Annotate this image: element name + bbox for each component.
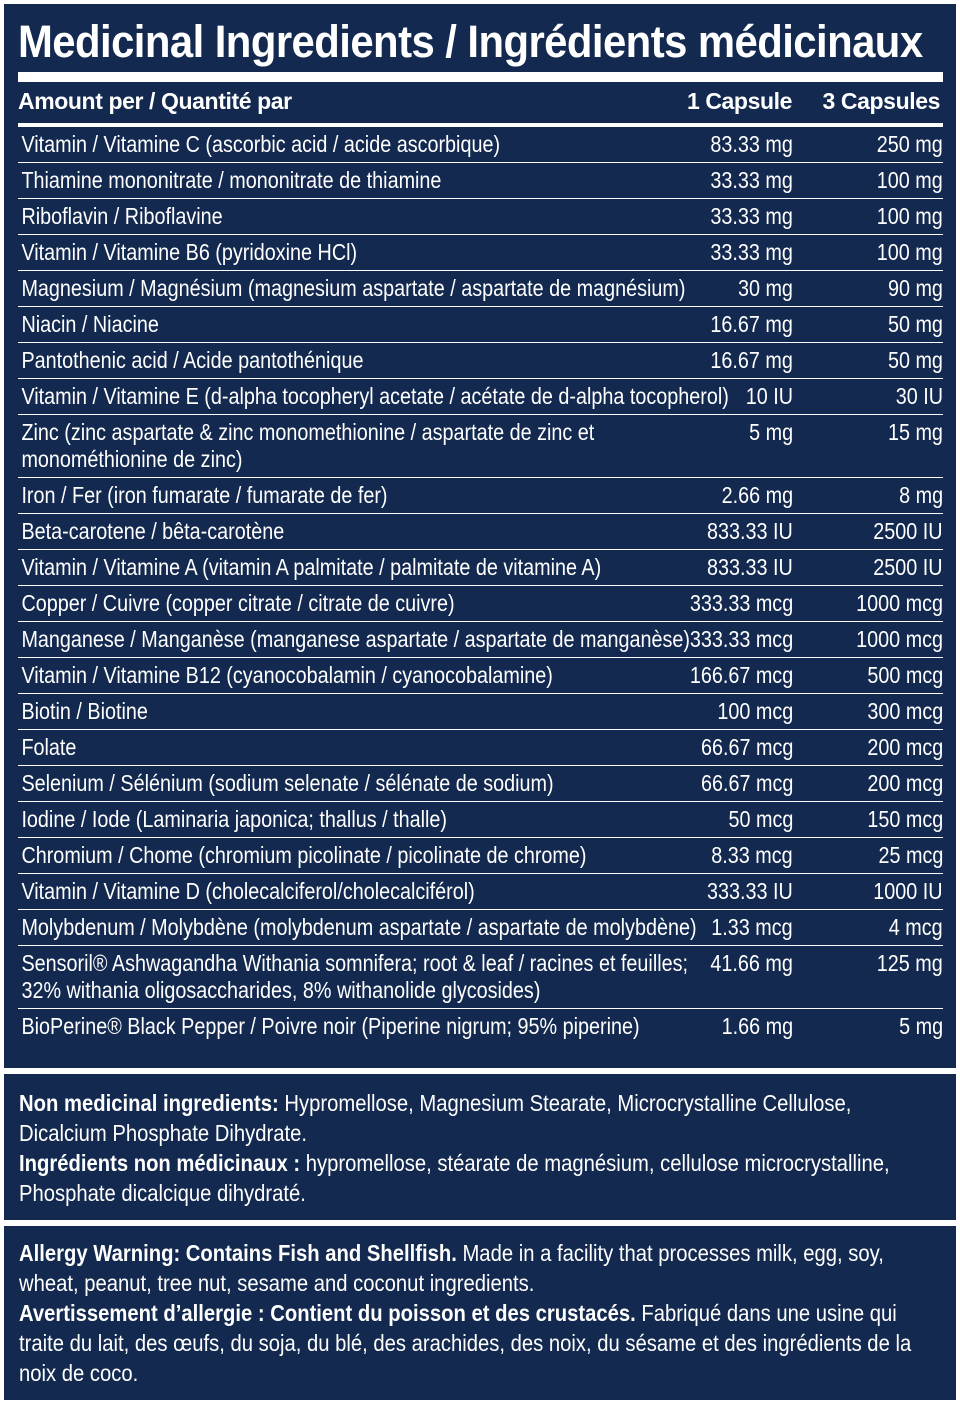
table-row	[18, 199, 943, 235]
table-row	[18, 766, 943, 802]
amount-1-capsule: 5 mg	[749, 419, 793, 445]
table-row	[18, 694, 943, 730]
amount-3-capsules: 100 mg	[877, 203, 943, 229]
amount-1-capsule: 2.66 mg	[721, 482, 793, 508]
amount-1-capsule: 833.33 IU	[707, 518, 793, 544]
table-row	[18, 838, 943, 874]
allergy-panel	[4, 1226, 956, 1400]
table-row	[18, 514, 943, 550]
amount-3-capsules: 150 mcg	[867, 806, 943, 832]
amount-1-capsule: 16.67 mg	[710, 347, 793, 373]
table-row	[18, 802, 943, 838]
amount-1-capsule: 166.67 mcg	[689, 662, 793, 688]
amount-1-capsule: 333.33 IU	[707, 878, 793, 904]
amount-1-capsule: 333.33 mcg	[689, 590, 793, 616]
header-amount: Amount per / Quantité par	[18, 88, 292, 114]
amount-3-capsules: 200 mcg	[867, 770, 943, 796]
amount-1-capsule: 33.33 mg	[710, 203, 793, 229]
medicinal-ingredients-panel	[4, 4, 956, 1068]
table-row	[18, 730, 943, 766]
amount-3-capsules: 100 mg	[877, 239, 943, 265]
amount-1-capsule: 8.33 mcg	[711, 842, 793, 868]
table-row	[18, 307, 943, 343]
table-row	[18, 658, 943, 694]
ingredient-name: Sensoril® Ashwagandha Withania somnifera; root & leaf / racines et feuilles; 32% withania oligosaccharides, 8% withanolide glycosides)	[21, 950, 689, 1003]
amount-3-capsules: 1000 IU	[873, 878, 943, 904]
ingredient-name: Vitamin / Vitamine C (ascorbic acid / acide ascorbique)	[21, 131, 501, 157]
table-row	[18, 235, 943, 271]
amount-3-capsules: 25 mcg	[878, 842, 943, 868]
amount-1-capsule: 66.67 mcg	[700, 734, 793, 760]
allergy-fr-label: Avertissement d’allergie : Contient du poisson et des crustacés.	[19, 1300, 636, 1326]
ingredient-name: Beta-carotene / bêta-carotène	[21, 518, 285, 544]
amount-3-capsules: 5 mg	[899, 1013, 943, 1039]
ingredient-name: Vitamin / Vitamine E (d-alpha tocopheryl acetate / acétate de d-alpha tocopherol)	[21, 383, 729, 409]
table-row	[18, 550, 943, 586]
amount-1-capsule: 41.66 mg	[710, 950, 793, 976]
amount-3-capsules: 50 mg	[888, 347, 943, 373]
amount-3-capsules: 1000 mcg	[856, 626, 943, 652]
non-medicinal-en-text: Hypromellose, Magnesium Stearate, Microcrystalline Cellulose, Dicalcium Phosphate Dihydrate.	[19, 1090, 852, 1146]
table-row	[18, 1009, 943, 1044]
page-title: Medicinal Ingredients / Ingrédients médicinaux	[18, 16, 923, 67]
amount-1-capsule: 83.33 mg	[710, 131, 793, 157]
non-medicinal-panel	[4, 1074, 956, 1220]
table-row	[18, 946, 943, 1009]
amount-1-capsule: 30 mg	[738, 275, 793, 301]
amount-1-capsule: 333.33 mcg	[689, 626, 793, 652]
ingredient-name: Molybdenum / Molybdène (molybdenum aspartate / aspartate de molybdène)	[21, 914, 697, 940]
amount-1-capsule: 33.33 mg	[710, 239, 793, 265]
ingredient-name: Pantothenic acid / Acide pantothénique	[21, 347, 364, 373]
table-row	[18, 874, 943, 910]
table-row	[18, 379, 943, 415]
amount-3-capsules: 8 mg	[899, 482, 943, 508]
ingredient-name: Magnesium / Magnésium (magnesium aspartate / aspartate de magnésium)	[21, 275, 686, 301]
amount-3-capsules: 30 IU	[895, 383, 943, 409]
ingredient-name: Vitamin / Vitamine B12 (cyanocobalamin / cyanocobalamine)	[21, 662, 553, 688]
ingredient-name: Iodine / Iode (Laminaria japonica; thallus / thalle)	[21, 806, 447, 832]
ingredient-table	[18, 127, 943, 1044]
ingredient-name: BioPerine® Black Pepper / Poivre noir (Piperine nigrum; 95% piperine)	[21, 1013, 640, 1039]
amount-3-capsules: 1000 mcg	[856, 590, 943, 616]
amount-3-capsules: 250 mg	[877, 131, 943, 157]
ingredient-name: Chromium / Chome (chromium picolinate / picolinate de chrome)	[21, 842, 587, 868]
amount-3-capsules: 90 mg	[888, 275, 943, 301]
amount-1-capsule: 100 mcg	[717, 698, 793, 724]
table-row	[18, 343, 943, 379]
title-divider	[18, 72, 943, 82]
amount-1-capsule: 16.67 mg	[710, 311, 793, 337]
non-medicinal-fr-label: Ingrédients non médicinaux :	[19, 1150, 301, 1176]
amount-1-capsule: 1.33 mcg	[711, 914, 793, 940]
table-row	[18, 586, 943, 622]
allergy-text	[19, 1238, 912, 1388]
ingredient-name: Vitamin / Vitamine B6 (pyridoxine HCl)	[21, 239, 358, 265]
table-row	[18, 415, 943, 478]
table-row	[18, 910, 943, 946]
ingredient-name: Folate	[21, 734, 77, 760]
header-col1: 1 Capsule	[686, 88, 792, 114]
allergy-fr-text: Fabriqué dans une usine qui traite du lait, des œufs, du soja, du blé, des arachides, des noix, du sésame et des ingrédients de la noix de coco.	[19, 1300, 912, 1386]
allergy-en-text: Made in a facility that processes milk, egg, soy, wheat, peanut, tree nut, sesame and coconut ingredients.	[19, 1240, 884, 1296]
ingredient-name: Manganese / Manganèse (manganese aspartate / aspartate de manganèse)	[21, 626, 691, 652]
amount-3-capsules: 500 mcg	[867, 662, 943, 688]
ingredient-name: Riboflavin / Riboflavine	[21, 203, 223, 229]
amount-1-capsule: 50 mcg	[728, 806, 793, 832]
amount-1-capsule: 33.33 mg	[710, 167, 793, 193]
ingredient-name: Niacin / Niacine	[21, 311, 159, 337]
amount-1-capsule: 10 IU	[745, 383, 793, 409]
amount-3-capsules: 125 mg	[877, 950, 943, 976]
allergy-en-label: Allergy Warning: Contains Fish and Shellfish.	[19, 1240, 457, 1266]
ingredient-name: Vitamin / Vitamine A (vitamin A palmitate / palmitate de vitamine A)	[21, 554, 602, 580]
ingredient-name: Vitamin / Vitamine D (cholecalciferol/cholecalciférol)	[21, 878, 475, 904]
ingredient-name: Zinc (zinc aspartate & zinc monomethionine / aspartate de zinc et monométhionine de zinc)	[21, 419, 595, 472]
amount-3-capsules: 15 mg	[888, 419, 943, 445]
non-medicinal-en-label: Non medicinal ingredients:	[19, 1090, 279, 1116]
amount-3-capsules: 2500 IU	[873, 518, 943, 544]
table-header	[18, 86, 940, 120]
amount-3-capsules: 2500 IU	[873, 554, 943, 580]
table-row	[18, 271, 943, 307]
amount-3-capsules: 4 mcg	[889, 914, 943, 940]
non-medicinal-fr-text: hypromellose, stéarate de magnésium, cellulose microcrystalline, Phosphate dicalcique dihydraté.	[19, 1150, 890, 1206]
amount-1-capsule: 833.33 IU	[707, 554, 793, 580]
ingredient-name: Iron / Fer (iron fumarate / fumarate de fer)	[21, 482, 388, 508]
ingredient-name: Selenium / Sélénium (sodium selenate / sélénate de sodium)	[21, 770, 554, 796]
table-row	[18, 622, 943, 658]
ingredient-name: Biotin / Biotine	[21, 698, 148, 724]
non-medicinal-text	[19, 1088, 890, 1208]
header-col3: 3 Capsules	[822, 88, 940, 114]
amount-3-capsules: 50 mg	[888, 311, 943, 337]
ingredient-name: Copper / Cuivre (copper citrate / citrate de cuivre)	[21, 590, 455, 616]
table-row	[18, 163, 943, 199]
ingredient-name: Thiamine mononitrate / mononitrate de thiamine	[21, 167, 442, 193]
amount-3-capsules: 200 mcg	[867, 734, 943, 760]
amount-1-capsule: 1.66 mg	[721, 1013, 793, 1039]
table-row	[18, 478, 943, 514]
amount-3-capsules: 100 mg	[877, 167, 943, 193]
amount-1-capsule: 66.67 mcg	[700, 770, 793, 796]
amount-3-capsules: 300 mcg	[867, 698, 943, 724]
table-row	[18, 127, 943, 163]
